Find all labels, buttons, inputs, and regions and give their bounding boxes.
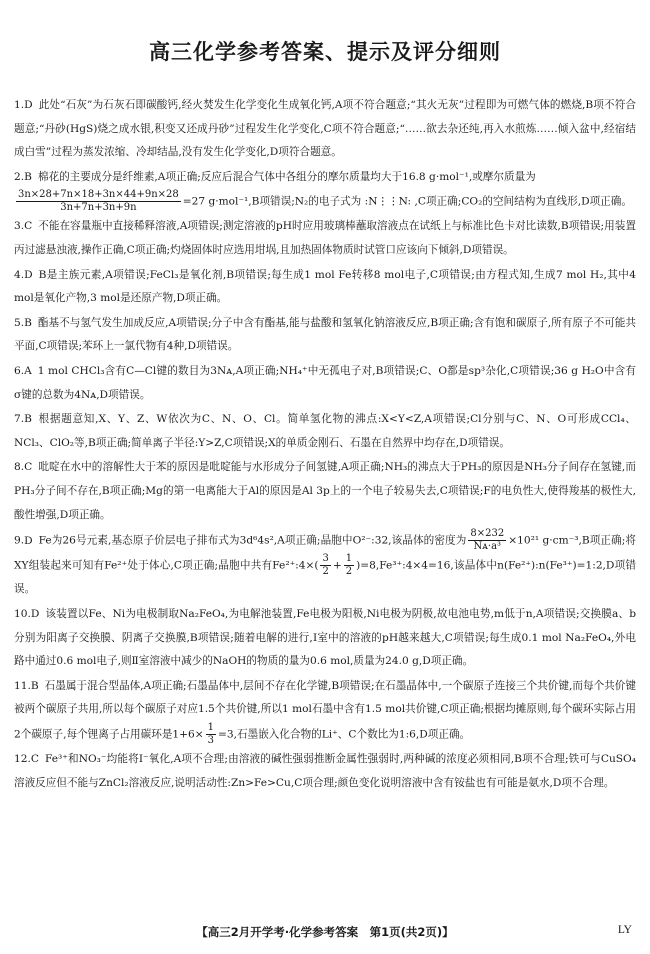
item-number: 8. [14, 461, 25, 474]
answer-item-7 [14, 408, 636, 455]
answer-item-4 [14, 264, 636, 311]
item-answer: D [30, 607, 40, 620]
item-explanation: Fe³⁺和NO₃⁻均能将I⁻氧化,A项不合理;由溶液的碱性强弱推断金属性强弱时,两种碱的浓度必须相同,B项不合理;铁可与CuSO₄溶液反应但不能与ZnCl₂溶液反应,说明活动性:Zn>Fe>Cu,C项合理;颜色变化说明溶液中含有铵盐也有可能是氨水,D项不合理。 [14, 753, 636, 789]
item-explanation-cont: =3,石墨嵌入化合物的Li⁺、C个数比为1:6,D项正确。 [218, 728, 471, 741]
item-explanation-end: )=8,Fe³⁺:4×4=16,该晶体中n(Fe²⁺):n(Fe³⁺)=1:2,D项错误。 [14, 559, 637, 596]
item-number: 3. [14, 220, 25, 233]
item-answer: C [24, 461, 33, 474]
answer-item-8 [14, 456, 636, 527]
item-number: 7. [14, 413, 25, 426]
item-explanation: 不能在容量瓶中直接稀释溶液,A项错误;测定溶液的pH时应用玻璃棒蘸取溶液点在试纸上与标准比色卡对比读数,B项错误;用装置丙过滤悬浊液,操作正确,C项正确;灼烧固体时应选用坩埚,且加热固体物质时试管口应该向下倾斜,D项错误。 [14, 220, 636, 257]
footer-code: LY [617, 924, 632, 936]
answer-item-6 [14, 360, 636, 407]
fraction-denominator: 2 [322, 566, 329, 578]
item-explanation: Fe为26号元素,基态原子价层电子排布式为3d⁶4s²,A项正确;晶胞中O²⁻:32,该晶体的密度为 [38, 534, 467, 547]
item-explanation: 根据题意知,X、Y、Z、W依次为C、N、O、Cl。简单氢化物的沸点:X<Y<Z,A项错误;Cl分别与C、N、O可形成CCl₄、NCl₃、ClO₂等,B项正确;简单离子半径:Y>Z,C项错误;X的单质金刚石、石墨在自然界中均存在,D项错误。 [14, 413, 636, 449]
item-number: 1. [14, 99, 25, 111]
one-third-fraction [206, 722, 216, 747]
item-number: 10. [14, 607, 31, 620]
answer-item-12 [14, 748, 636, 795]
item-answer: B [30, 679, 39, 692]
answer-item-3 [14, 215, 636, 262]
answer-item-2 [14, 166, 636, 215]
plus-sign: + [332, 559, 342, 572]
item-explanation: 此处“石灰”为石灰石即碳酸钙,经火焚发生化学变化生成氧化钙,A项不符合题意;“其火无灰”过程即为可燃气体的燃烧,B项不符合题意;“丹砂(HgS)烧之成水银,积变又还成丹砂”过程发生化学变化,C项不符合题意;“……欲去杂还纯,再入水煎炼……倾入盆中,经宿结成白雪”过程为蒸发浓缩、冷却结晶,没有发生化学变化,D项符合题意。 [14, 99, 636, 159]
item-answer: B [24, 170, 32, 183]
answer-item-5 [14, 312, 636, 359]
item-explanation: B是主族元素,A项错误;FeCl₃是氧化剂,B项错误;每生成1 mol Fe转移8 mol电子,C项错误;由方程式知,生成7 mol H₂,其中4 mol是氧化产物,3 mol是还原产物,D项正确。 [14, 268, 636, 305]
item-answer: D [24, 268, 33, 281]
fraction-numerator: 1 [207, 721, 215, 733]
fraction-denominator: 3 [207, 734, 215, 746]
density-fraction [468, 528, 506, 553]
answer-item-9 [14, 528, 636, 602]
fraction-numerator: 1 [345, 553, 353, 565]
fraction-denominator: 2 [345, 566, 353, 578]
fraction-denominator: 3n+7n+3n+9n [60, 202, 137, 214]
item-number: 12. [14, 753, 31, 766]
item-explanation: 酯基不与氢气发生加成反应,A项错误;分子中含有酯基,能与盐酸和氢氧化钠溶液反应,B项正确;含有饱和碳原子,所有原子不可能共平面,C项错误;苯环上一氯代物有4种,D项错误。 [14, 316, 636, 353]
answer-content [14, 94, 636, 796]
item-answer: D [24, 99, 33, 111]
item-explanation: 1 mol CHCl₃含有C—Cl键的数目为3Nᴀ,A项正确;NH₄⁺中无孤电子对,B项错误;C、O都是sp³杂化,C项错误;36 g H₂O中含有σ键的总数为4Nᴀ,D项错误。 [14, 365, 636, 401]
item-answer: C [30, 753, 39, 766]
three-halves-fraction [320, 553, 330, 578]
item-explanation: 棉花的主要成分是纤维素,A项正确;反应后混合气体中各组分的摩尔质量均大于16.8 g·mol⁻¹,或摩尔质量为 [37, 170, 536, 183]
item-number: 5. [14, 316, 25, 329]
item-explanation-cont: ×10²¹ g·cm⁻³,B项正确;将XY组装起来可知有Fe²⁺处于体心,C项正确;晶胞中共有Fe²⁺:4×( [14, 534, 637, 572]
item-answer: C [24, 220, 33, 233]
item-explanation: 石墨属于混合型晶体,A项正确;石墨晶体中,层间不存在化学键,B项错误;在石墨晶体中,一个碳原子连接三个共价键,而每个共价键被两个碳原子共用,所以每个碳原子对应1.5个共价键,所以1 mol石墨中含有1.5 mol共价键,C项正确;根据均摊原则,每个碳环实际占用2个碳原子,每个锂离子占用碳环是1+6× [14, 679, 636, 741]
page-footer: 【高三2月开学考·化学参考答案 第1页(共2页)】 [196, 925, 454, 939]
molar-mass-fraction [16, 189, 181, 214]
answer-item-10 [14, 603, 636, 674]
item-answer: D [24, 534, 33, 547]
item-explanation-cont: =27 g·mol⁻¹,B项错误;N₂的电子式为 :N⋮⋮N: ,C项正确;CO₂的空间结构为直线形,D项正确。 [182, 195, 632, 208]
fraction-denominator: Nᴀ·a³ [473, 541, 502, 553]
item-number: 9. [14, 534, 25, 547]
item-number: 2. [14, 170, 25, 183]
item-number: 6. [14, 365, 25, 378]
item-number: 4. [14, 268, 25, 281]
page-title: 高三化学参考答案、提示及评分细则 [149, 40, 501, 64]
answer-item-1 [14, 94, 636, 165]
item-answer: A [24, 365, 32, 378]
one-half-fraction [344, 553, 354, 578]
item-answer: B [24, 413, 32, 426]
fraction-numerator: 8×232 [470, 528, 505, 540]
fraction-numerator: 3n×28+7n×18+3n×44+9n×28 [18, 189, 179, 201]
answer-item-11 [14, 675, 636, 747]
fraction-numerator: 3 [322, 553, 329, 565]
item-number: 11. [14, 679, 31, 692]
item-explanation: 吡啶在水中的溶解性大于苯的原因是吡啶能与水形成分子间氢键,A项正确;NH₃的沸点大于PH₃的原因是NH₃分子间存在氢键,而PH₃分子间不存在,B项正确;Mg的第一电离能大于Al的原因是Al 3p上的一个电子较易失去,C项错误;F的电负性大,使得羧基的极性大,酸性增强,D项正确。 [14, 461, 636, 521]
item-explanation: 该装置以Fe、Ni为电极制取Na₂FeO₄,为电解池装置,Fe电极为阳极,Ni电极为阴极,故电池电势,m低于n,A项错误;交换膜a、b分别为阳离子交换膜、阴离子交换膜,B项错误;随着电解的进行,Ⅰ室中的溶液的pH越来越大,C项错误;每生成0.1 mol Na₂FeO₄,外电路中通过0.6 mol电子,则Ⅱ室溶液中减少的NaOH的物质的量为0.6 mol,质量为24.0 g,D项正确。 [14, 607, 636, 668]
item-answer: B [24, 316, 32, 329]
